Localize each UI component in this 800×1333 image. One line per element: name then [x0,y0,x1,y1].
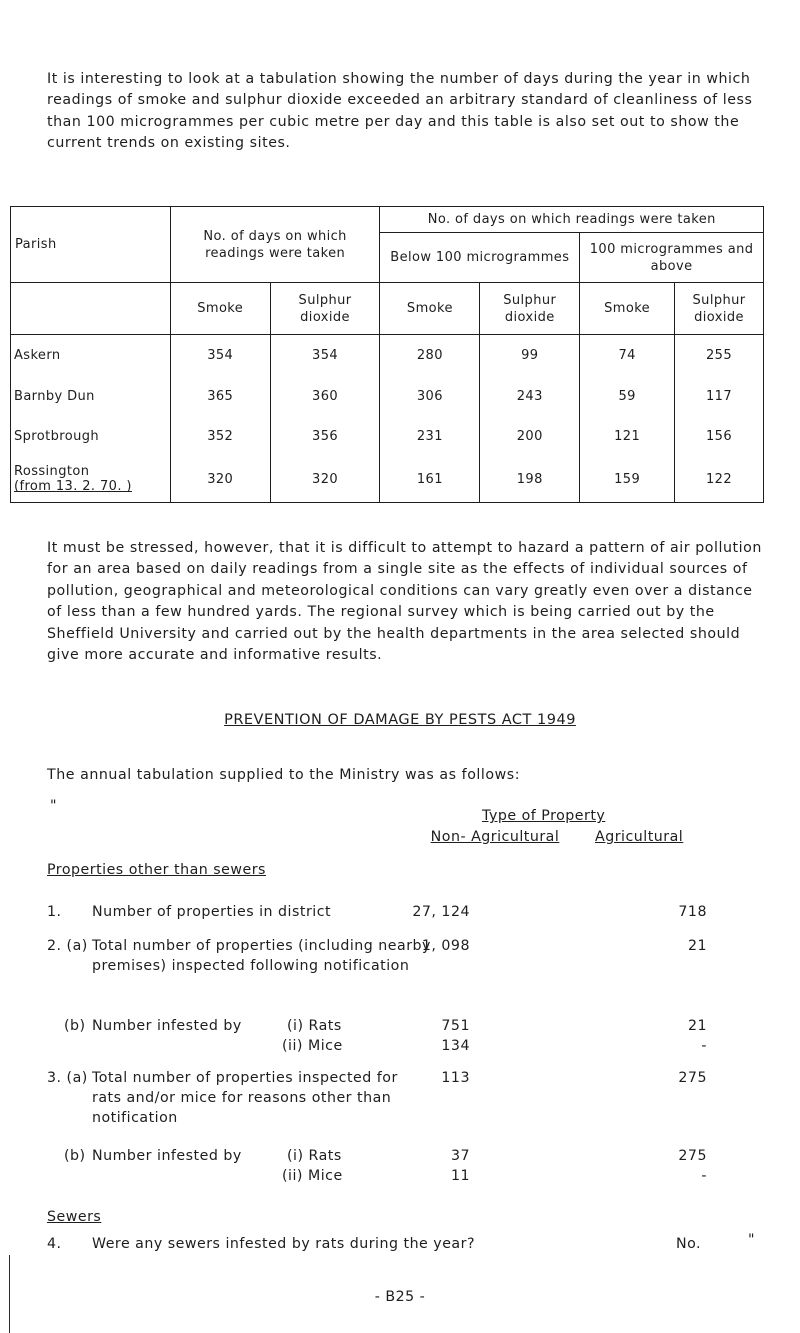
table-row: Sprotbrough 352 356 231 200 121 156 [11,417,764,457]
tabulation-intro: The annual tabulation supplied to the Ministry was as follows: [47,767,521,783]
parish-header: Parish [11,207,171,283]
parish-note: (from 13. 2. 70. ) [14,479,132,495]
item3a-ag: 275 [678,1070,707,1086]
below-smoke-header: Smoke [380,283,480,335]
open-quote: " [50,798,58,814]
sewers-heading: Sewers [47,1209,102,1225]
parish-name: Rossington [14,464,90,480]
days-smoke-header: Smoke [170,283,270,335]
item2a-ag: 21 [687,938,707,954]
item2a-number: 2. (a) [47,938,88,954]
type-of-property-heading: Type of Property [482,808,606,824]
parish-subheader-blank [11,283,171,335]
item3b-mice-ag: - [701,1168,707,1184]
table-row: Barnby Dun 365 360 306 243 59 117 [11,377,764,417]
close-quote: " [748,1232,756,1248]
page-number: - B25 - [374,1289,426,1305]
margin-line [9,1255,10,1333]
days-so2-header: Sulphur dioxide [270,283,380,335]
days-taken-header: No. of days on which readings were taken [170,207,380,283]
item4-number: 4. [47,1236,62,1252]
col-non-agricultural: Non- Agricultural [430,829,560,845]
above-so2-header: Sulphur dioxide [675,283,764,335]
item2b-rats-ag: 21 [687,1018,707,1034]
item3a-number: 3. (a) [47,1070,88,1086]
item1-ag: 718 [678,904,707,920]
item3a-non-ag: 113 [441,1070,470,1086]
below-100-header: Below 100 microgrammes [380,233,580,283]
item3b-number: (b) [64,1148,86,1164]
item3b-mice-non-ag: 11 [450,1168,470,1184]
table-row: Rossington (from 13. 2. 70. ) 320 320 161 198 159 122 [11,457,764,503]
item3b-mice-label: (ii) Mice [282,1168,343,1184]
section-heading: PREVENTION OF DAMAGE BY PESTS ACT 1949 [224,712,576,728]
item2b-mice-ag: - [701,1038,707,1054]
col-agricultural: Agricultural [595,829,684,845]
item2b-rats-non-ag: 751 [441,1018,470,1034]
item2b-mice-label: (ii) Mice [282,1038,343,1054]
intro-paragraph: It is interesting to look at a tabulation showing the number of days during the year in which readings of smoke and sulphur dioxide exceeded an arbitrary standard of cleanliness of less than 100 microgrammes per cubic metre per day and this table is also set out to show the current trends on existing sites. [47,71,753,152]
item4-label: Were any sewers infested by rats during the year? [92,1236,475,1252]
item1-non-ag: 27, 124 [412,904,470,920]
item4-answer: No. [676,1236,702,1252]
item1-number: 1. [47,904,62,920]
above-100-header: 100 microgrammes and above [580,233,764,283]
item1-label: Number of properties in district [92,904,332,920]
below-so2-header: Sulphur dioxide [480,283,580,335]
caveat-paragraph: It must be stressed, however, that it is difficult to attempt to hazard a pattern of air pollution for an area based on daily readings from a single site as the effects of individual sources of pollution, geographical and meteorological conditions can vary greatly even over a distance of less than a few hundred yards. The regional survey which is being carried out by the Sheffield University and carried out by the health departments in the area selected should give more accurate and informative results. [47,540,762,664]
table-row: Askern 354 354 280 99 74 255 [11,335,764,377]
item3a-label: Total number of properties inspected for rats and/or mice for reasons other than notification [92,1070,398,1126]
item3b-rats-non-ag: 37 [450,1148,470,1164]
above-smoke-header: Smoke [580,283,675,335]
item3b-rats-label: (i) Rats [287,1148,342,1164]
item2b-rats-label: (i) Rats [287,1018,342,1034]
item3b-infested-label: Number infested by [92,1148,242,1164]
item3b-rats-ag: 275 [678,1148,707,1164]
readings-header: No. of days on which readings were taken [380,207,764,233]
section-properties-other: Properties other than sewers [47,862,266,878]
smoke-readings-table [10,206,764,503]
item2a-non-ag: 1, 098 [421,938,470,954]
item2b-mice-non-ag: 134 [441,1038,470,1054]
item2b-infested-label: Number infested by [92,1018,242,1034]
item2b-number: (b) [64,1018,86,1034]
item2a-label: Total number of properties (including nearby premises) inspected following notification [92,938,431,974]
